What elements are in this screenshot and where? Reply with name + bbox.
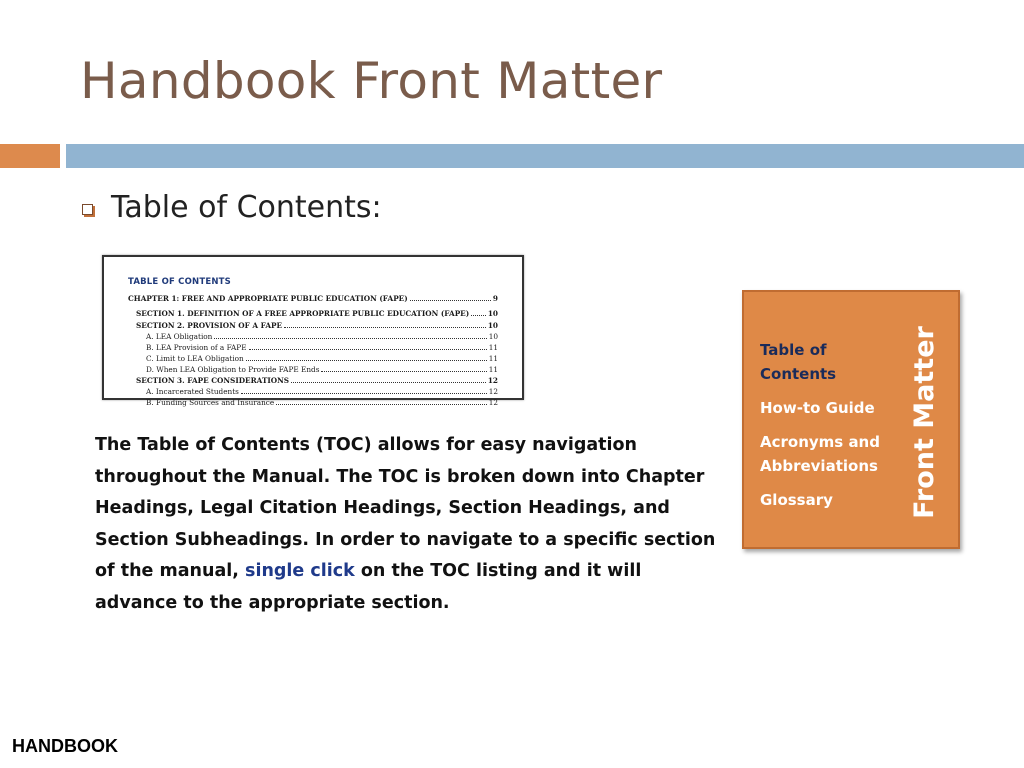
toc-entry-label: D. When LEA Obligation to Provide FAPE Ends [146, 365, 320, 374]
toc-entry-label: C. Limit to LEA Obligation [146, 354, 244, 363]
toc-screenshot [102, 255, 524, 407]
toc-entry-page: 9 [492, 294, 498, 303]
vertical-label-text: Front Matter [908, 325, 940, 519]
square-bullet-icon [82, 204, 93, 215]
toc-entry-page: 10 [487, 321, 498, 330]
bullet-row [82, 190, 382, 225]
toc-entry-page: 11 [488, 343, 498, 352]
toc-entry [146, 387, 498, 396]
toc-entry [136, 376, 498, 385]
paragraph-text-start: The Table of Contents (TOC) allows for easy navigation throughout the Manual. The TOC is broken down into Chapter Headings, Legal Citation Headings, Section Headings, and Section Subheadings. In order to navigate to a specific section of the manual, [95, 435, 716, 581]
toc-entry-page: 12 [488, 398, 498, 407]
toc-entry-page: 11 [488, 354, 498, 363]
toc-heading: TABLE OF CONTENTS [128, 277, 231, 287]
panel-item-glossary[interactable]: Glossary [760, 491, 833, 509]
toc-entry-page: 10 [487, 309, 498, 318]
toc-entry-label: SECTION 3. FAPE CONSIDERATIONS [136, 376, 290, 385]
front-matter-vertical-label [904, 312, 944, 532]
description-paragraph [95, 430, 720, 619]
footer-handbook-label[interactable]: HANDBOOK [12, 736, 118, 756]
toc-entry-label: CHAPTER 1: FREE AND APPROPRIATE PUBLIC EDUCATION (FAPE) [128, 294, 408, 303]
toc-entry [136, 309, 498, 318]
accent-bar-orange [0, 144, 60, 168]
toc-entry [146, 332, 498, 341]
toc-entry [146, 343, 498, 352]
bullet-text: Table of Contents: [111, 190, 382, 225]
accent-bar-blue [66, 144, 1024, 168]
front-matter-panel [742, 290, 960, 549]
panel-item-how-to-guide[interactable]: How-to Guide [760, 399, 875, 417]
toc-entry-label: SECTION 2. PROVISION OF A FAPE [136, 321, 283, 330]
front-matter-list [760, 338, 900, 522]
slide-title: Handbook Front Matter [80, 52, 663, 110]
toc-entry-page: 11 [488, 365, 498, 374]
toc-entry-label: A. Incarcerated Students [146, 387, 239, 396]
toc-entry-page: 12 [487, 376, 498, 385]
toc-entry-page: 10 [488, 332, 498, 341]
toc-entry [146, 365, 498, 374]
toc-entry-label: SECTION 1. DEFINITION OF A FREE APPROPRIATE PUBLIC EDUCATION (FAPE) [136, 309, 470, 318]
toc-entry-page: 12 [488, 387, 498, 396]
toc-entry-label: B. LEA Provision of a FAPE [146, 343, 247, 352]
toc-entry-label: B. Funding Sources and Insurance [146, 398, 275, 407]
paragraph-text-end: on the TOC listing and it will advance to the appropriate section. [95, 561, 642, 613]
toc-entry [146, 398, 498, 407]
toc-entry [136, 321, 498, 330]
single-click-link-text: single click [245, 561, 355, 581]
toc-entry-label: A. LEA Obligation [146, 332, 213, 341]
toc-entry [146, 354, 498, 363]
toc-entry [128, 294, 498, 303]
panel-item-table-of-contents[interactable]: Table of Contents [760, 341, 837, 383]
panel-item-acronyms[interactable]: Acronyms and Abbreviations [760, 433, 880, 475]
